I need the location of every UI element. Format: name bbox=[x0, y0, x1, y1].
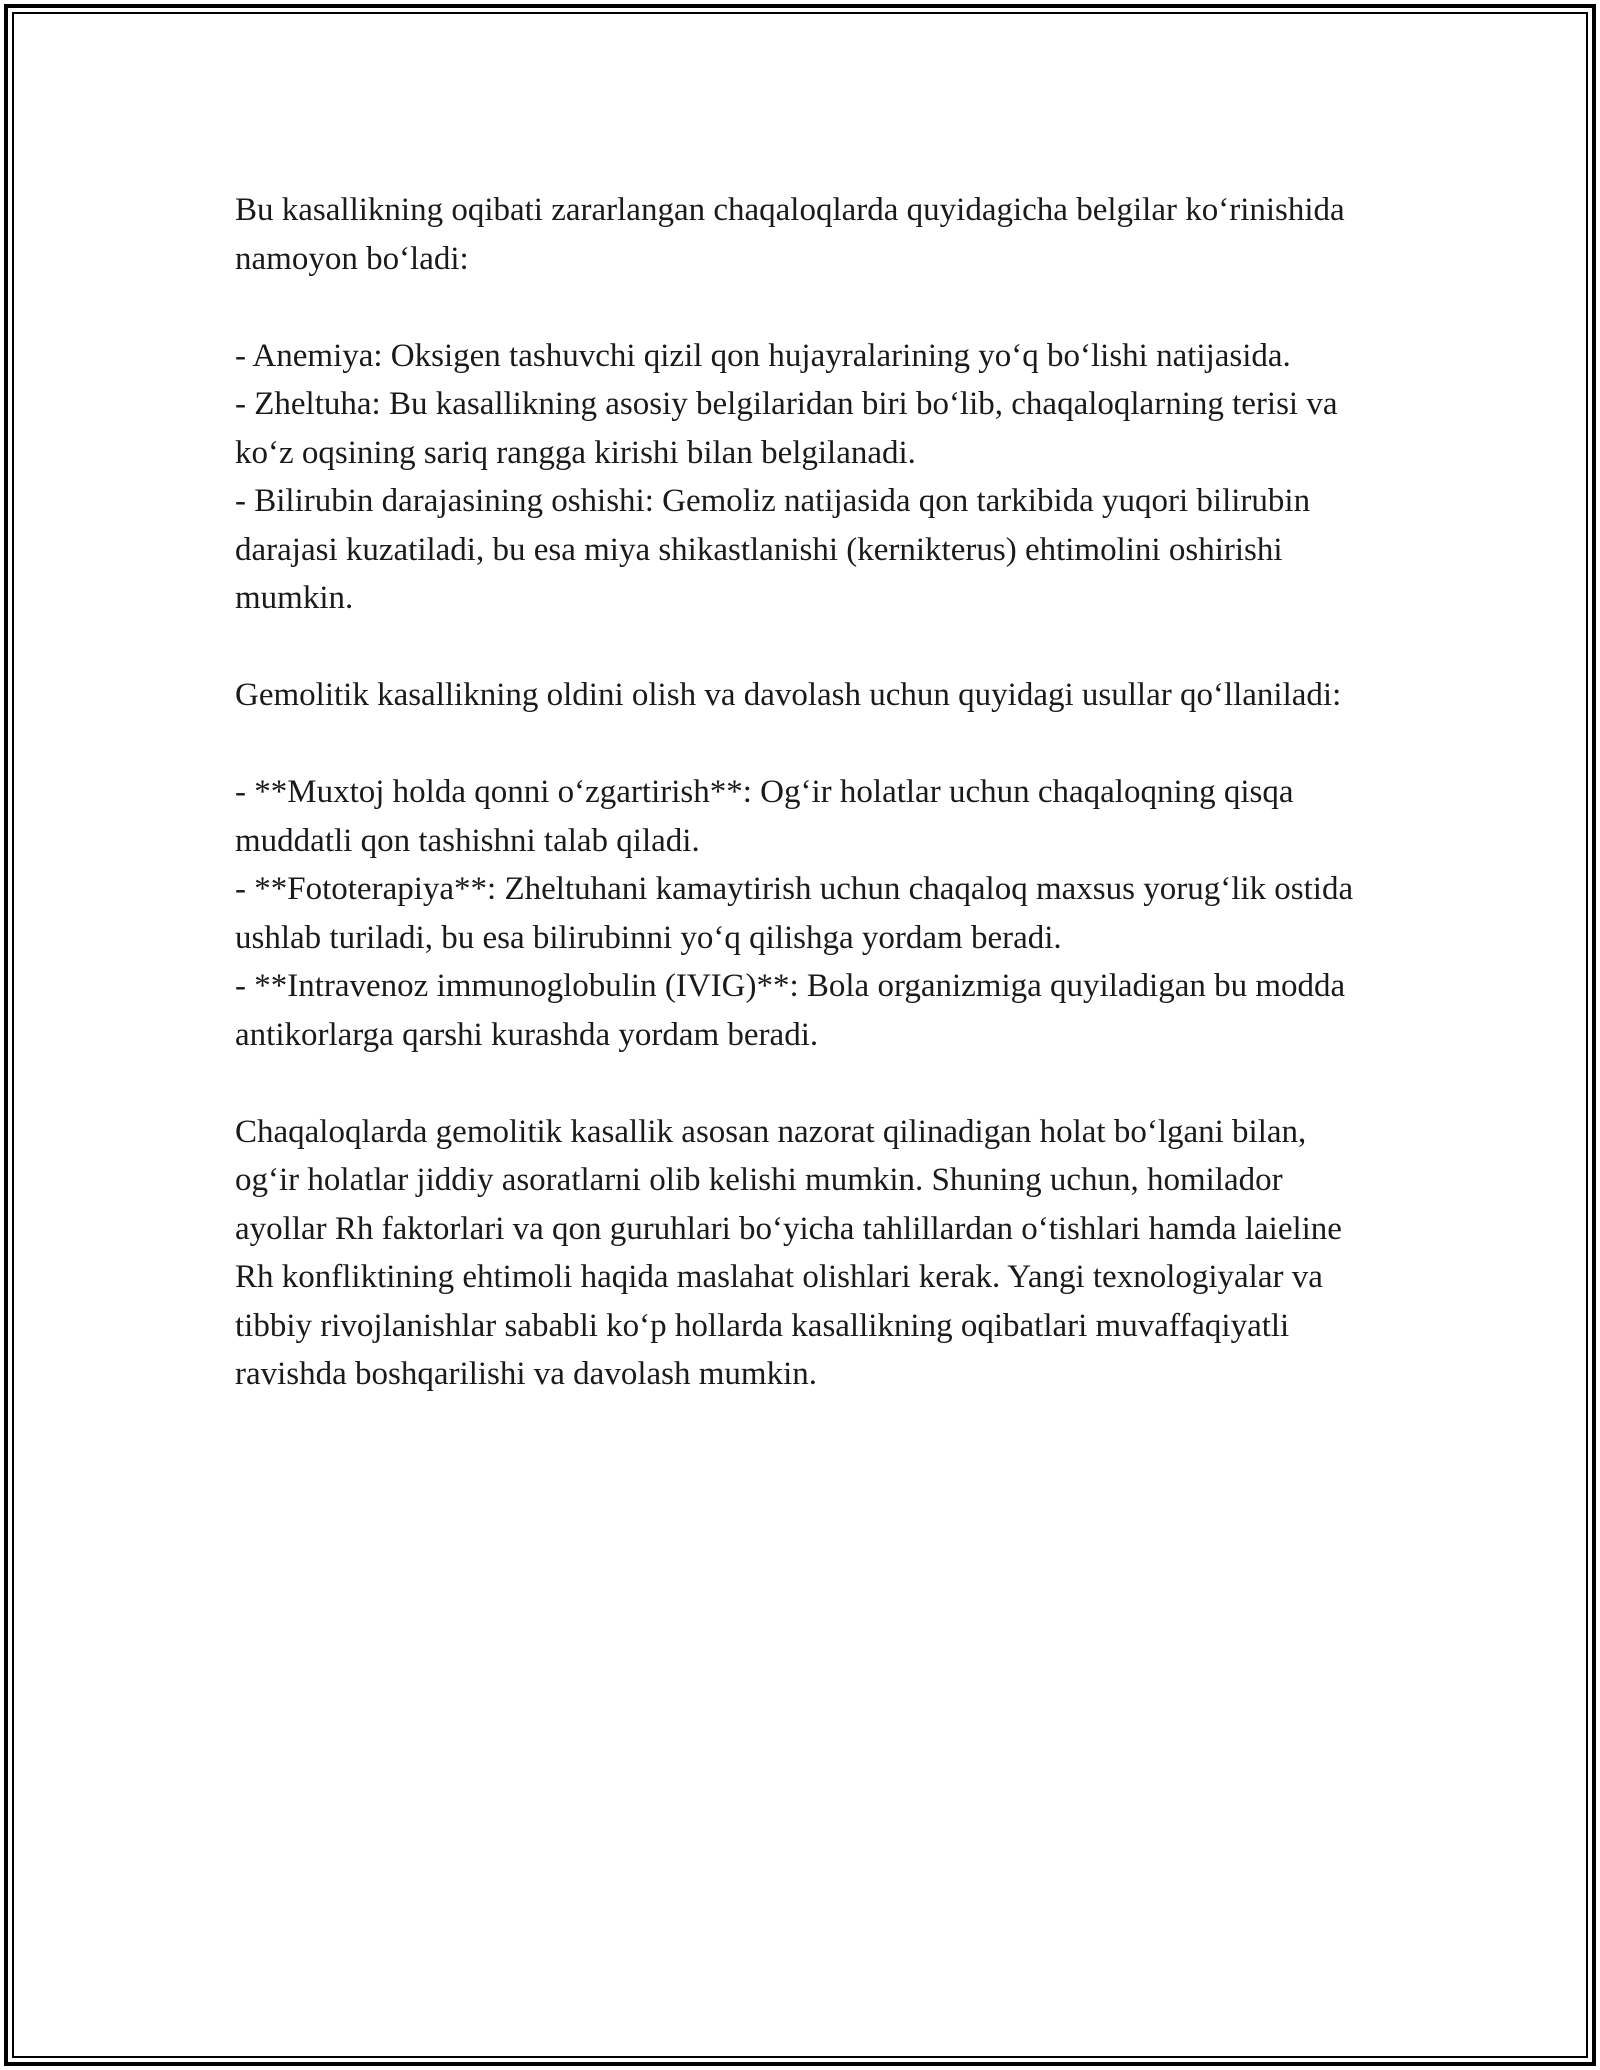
paragraph-gap bbox=[235, 623, 1370, 672]
paragraph-gap bbox=[235, 283, 1370, 332]
intro-paragraph: Bu kasallikning oqibati zararlangan chaqaloqlarda quyidagicha belgilar ko‘rinishida namoyon bo‘ladi: bbox=[235, 192, 1345, 277]
treatment-item-ivig: - **Intravenoz immunoglobulin (IVIG)**: Bola organizmiga quyiladigan bu modda antikorlarga qarshi kurashda yordam beradi. bbox=[235, 968, 1346, 1053]
conclusion-paragraph: Chaqaloqlarda gemolitik kasallik asosan nazorat qilinadigan holat bo‘lgani bilan, og‘ir holatlar jiddiy asoratlarni olib kelishi mumkin. Shuning uchun, homilador ayollar Rh faktorlari va qon guruhlari bo‘yicha tahlillardan o‘tishlari hamda laieline Rh konfliktining ehtimoli haqida maslahat olishlari kerak. Yangi texnologiyalar va tibbiy rivojlanishlar sababli ko‘p hollarda kasallikning oqibatlari muvaffaqiyatli ravishda boshqarilishi va davolash mumkin. bbox=[235, 1113, 1342, 1392]
document-body bbox=[235, 186, 1370, 1399]
paragraph-gap bbox=[235, 1059, 1370, 1108]
symptom-item-bilirubin: - Bilirubin darajasining oshishi: Gemoliz natijasida qon tarkibida yuqori bilirubin darajasi kuzatiladi, bu esa miya shikastlanishi (kernikterus) ehtimolini oshirishi mumkin. bbox=[235, 483, 1311, 616]
symptom-item-jaundice: - Zheltuha: Bu kasallikning asosiy belgilaridan biri bo‘lib, chaqaloqlarning terisi va ko‘z oqsining sariq rangga kirishi bilan belgilanadi. bbox=[235, 386, 1338, 471]
paragraph-gap bbox=[235, 720, 1370, 769]
symptom-item-anemia: - Anemiya: Oksigen tashuvchi qizil qon hujayralarining yo‘q bo‘lishi natijasida. bbox=[235, 337, 1291, 374]
treatment-item-transfusion: - **Muxtoj holda qonni o‘zgartirish**: Og‘ir holatlar uchun chaqaloqning qisqa muddatli qon tashishni talab qiladi. bbox=[235, 774, 1294, 859]
treatment-item-phototherapy: - **Fototerapiya**: Zheltuhani kamaytirish uchun chaqaloq maxsus yorug‘lik ostida ushlab turiladi, bu esa bilirubinni yo‘q qilishga yordam beradi. bbox=[235, 871, 1354, 956]
treatment-intro-paragraph: Gemolitik kasallikning oldini olish va davolash uchun quyidagi usullar qo‘llaniladi: bbox=[235, 677, 1342, 713]
